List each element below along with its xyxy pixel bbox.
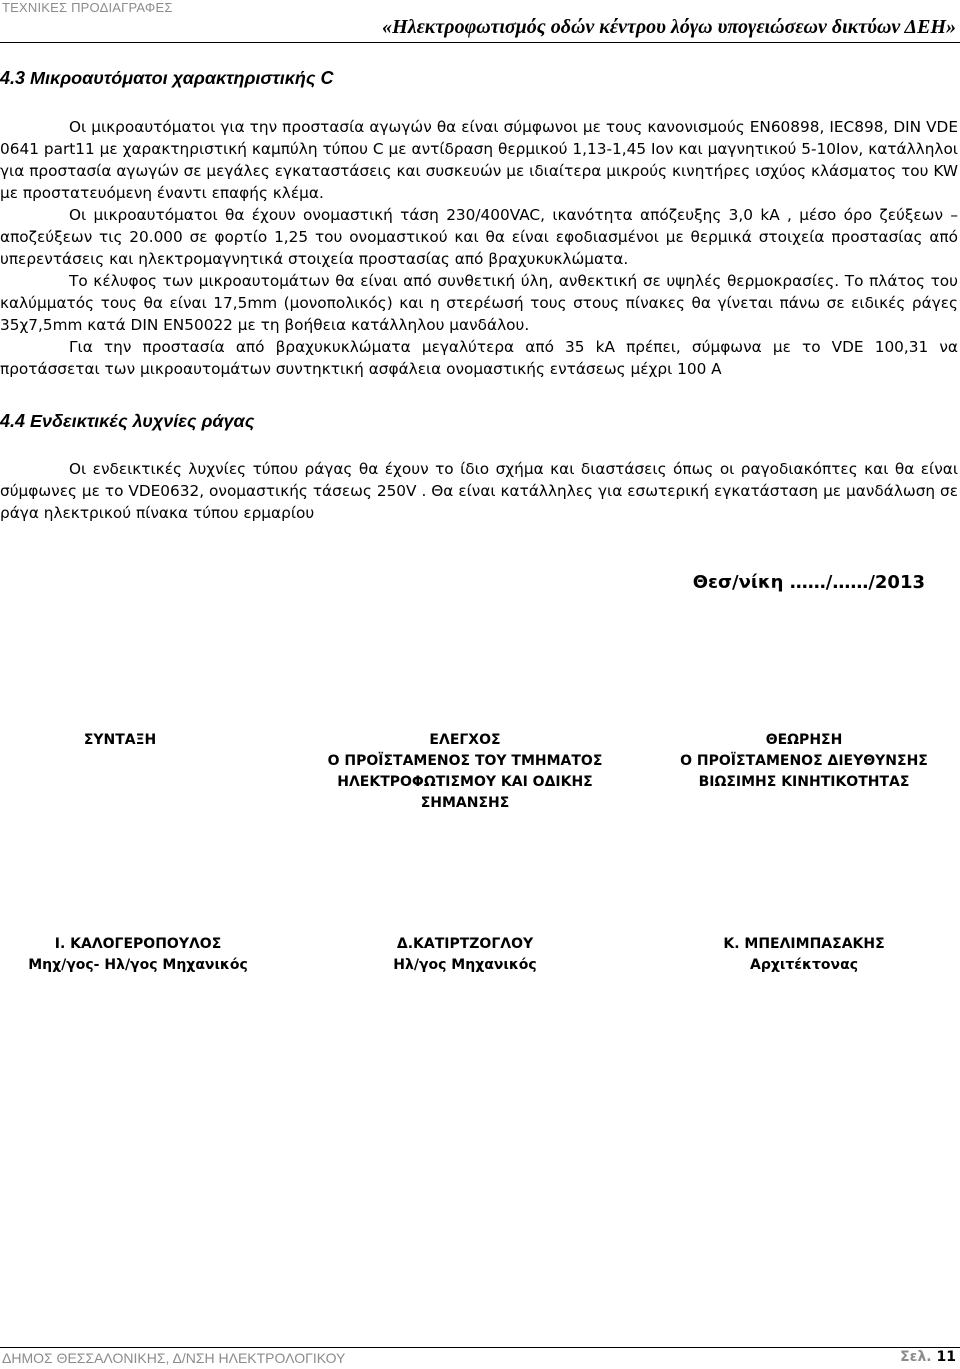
signatory-title: Αρχιτέκτονας: [749, 957, 859, 973]
signature-role: Ο ΠΡΟΪΣΤΑΜΕΝΟΣ ΤΟΥ ΤΜΗΜΑΤΟΣ: [327, 753, 603, 769]
signature-name-block: [648, 934, 960, 976]
date-line: Θεσ/νίκη ……/……/2013: [692, 572, 925, 593]
signature-block-approved: [648, 730, 960, 793]
signature-role: Ο ΠΡΟΪΣΤΑΜΕΝΟΣ ΔΙΕΥΘΥΝΣΗΣ: [680, 753, 928, 769]
section-4-4-heading: 4.4 Ενδεικτικές λυχνίες ράγας: [0, 411, 255, 431]
signature-name-block: [300, 934, 630, 976]
paragraph: Για την προστασία από βραχυκυκλώματα μεγαλύτερα από 35 kA πρέπει, σύμφωνα με το VDE 100,31 να προτάσσεται των μικροαυτομάτων συντηκτική ασφάλεια ονομαστικής εντάσεως μέχρι 100 A: [0, 338, 958, 378]
footer-rule: [0, 1347, 960, 1348]
signatory-title: Μηχ/γος- Ηλ/γος Μηχανικός: [28, 957, 248, 973]
footer-left: ΔΗΜΟΣ ΘΕΣΣΑΛΟΝΙΚΗΣ, Δ/ΝΣΗ ΗΛΕΚΤΡΟΛΟΓΙΚΟΥ: [2, 1350, 346, 1366]
paragraph: Οι μικροαυτόματοι θα έχουν ονομαστική τάση 230/400VAC, ικανότητα απόζευξης 3,0 kA , μέσο όρο ζεύξεων –αποζεύξεων τις 20.000 σε φορτίο 1,25 του ονομαστικού και θα είναι εφοδιασμένοι με θερμικά στοιχεία προστασίας από υπερεντάσεις και ηλεκτρομαγνητικά στοιχεία προστασίας από βραχυκυκλώματα.: [0, 206, 958, 268]
signature-name-block: [0, 934, 276, 976]
signature-role: ΗΛΕΚΤΡΟΦΩΤΙΣΜΟΥ ΚΑΙ ΟΔΙΚΗΣ: [337, 774, 593, 790]
signatory-name: Δ.ΚΑΤΙΡΤΖΟΓΛΟΥ: [396, 936, 534, 952]
paragraph: Το κέλυφος των μικροαυτομάτων θα είναι από συνθετική ύλη, ανθεκτική σε υψηλές θερμοκρασίες. Το πλάτος του καλύμματός τους θα είναι 17,5mm (μονοπολικός) και η στερέωσή τους στους πίνακες θα γίνεται πάνω σε ειδικές ράγες 35χ7,5mm κατά DIN EN50022 με τη βοήθεια κατάλληλου μανδάλου.: [0, 272, 958, 334]
section-4-3-heading: 4.3 Μικροαυτόματοι χαρακτηριστικής C: [0, 68, 334, 88]
paragraph: Οι μικροαυτόματοι για την προστασία αγωγών θα είναι σύμφωνοι με τους κανονισμούς EN60898, IEC898, DIN VDE 0641 part11 με χαρακτηριστική καμπύλη τύπου C με αντίδραση θερμικού 1,13-1,45 Ιον και μαγνητικού 5-10Ιον, κατάλληλοι για προστασία αγωγών σε μεγάλες εγκαταστάσεις και συσκευών με ιδιαίτερα μικρούς κινητήρες ισχύος κλάσματος του KW με προστατευόμενη έναντι επαφής κλέμα.: [0, 118, 958, 202]
signatory-title: Ηλ/γος Μηχανικός: [393, 957, 537, 973]
paragraph: Οι ενδεικτικές λυχνίες τύπου ράγας θα έχουν το ίδιο σχήμα και διαστάσεις όπως οι ραγοδιακόπτες και θα είναι σύμφωνες με το VDE0632, ονομαστικής τάσεως 250V . Θα είναι κατάλληλες για εσωτερική εγκατάσταση με μανδάλωση σε ράγα ηλεκτρικού πίνακα τύπου ερμαρίου: [0, 460, 958, 522]
page-label: Σελ.: [900, 1349, 932, 1365]
running-header-left: ΤΕΧΝΙΚΕΣ ΠΡΟΔΙΑΓΡΑΦΕΣ: [2, 0, 173, 15]
signature-role: ΣΥΝΤΑΞΗ: [83, 732, 157, 748]
section-4-3-body: [0, 116, 958, 380]
signature-block-compiled: [0, 730, 240, 751]
running-header-right: «Ηλεκτροφωτισμός οδών κέντρου λόγω υπογειώσεων δικτύων ΔΕΗ»: [382, 16, 956, 38]
signatory-name: Κ. ΜΠΕΛΙΜΠΑΣΑΚΗΣ: [723, 936, 885, 952]
page-number: 11: [936, 1349, 956, 1365]
signature-block-checked: [300, 730, 630, 814]
signatory-name: Ι. ΚΑΛΟΓΕΡΟΠΟΥΛΟΣ: [54, 936, 222, 952]
header-rule: [0, 42, 960, 43]
signature-role: ΘΕΩΡΗΣΗ: [765, 732, 843, 748]
signature-role: ΕΛΕΓΧΟΣ: [429, 732, 501, 748]
section-4-4-body: [0, 458, 958, 524]
signature-role: ΣΗΜΑΝΣΗΣ: [420, 795, 510, 811]
footer-page: [900, 1349, 956, 1365]
signature-role: ΒΙΩΣΙΜΗΣ ΚΙΝΗΤΙΚΟΤΗΤΑΣ: [698, 774, 910, 790]
